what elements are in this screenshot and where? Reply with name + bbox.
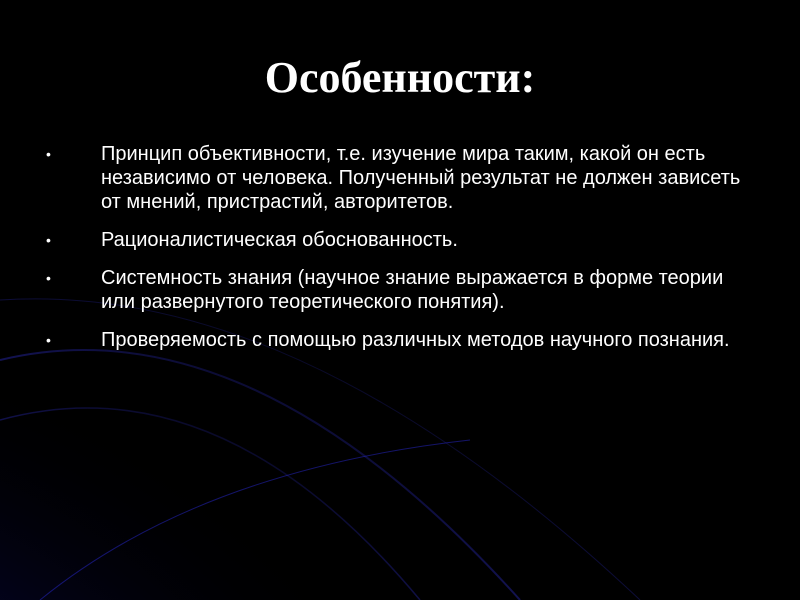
bullet-dot-icon: • xyxy=(46,232,51,248)
bullet-item xyxy=(0,228,800,252)
slide-title: Особенности: xyxy=(264,53,536,102)
bullet-text: Принцип объективности, т.е. изучение мира таким, какой он есть независимо от человека. Полученный результат не должен зависеть от мнений, пристрастий, авторитетов. xyxy=(101,143,741,213)
bullet-item xyxy=(0,328,800,352)
bullet-item xyxy=(0,266,800,314)
bullet-item xyxy=(0,142,800,214)
bullet-dot-icon: • xyxy=(46,146,51,162)
bullet-list xyxy=(0,142,800,366)
bullet-dot-icon: • xyxy=(46,270,51,286)
bullet-dot-icon: • xyxy=(46,332,51,348)
bullet-text: Проверяемость с помощью различных методов научного познания. xyxy=(101,329,730,351)
bullet-text: Системность знания (научное знание выражается в форме теории или развернутого теоретического понятия). xyxy=(101,267,724,313)
bullet-text: Рационалистическая обоснованность. xyxy=(101,229,458,251)
